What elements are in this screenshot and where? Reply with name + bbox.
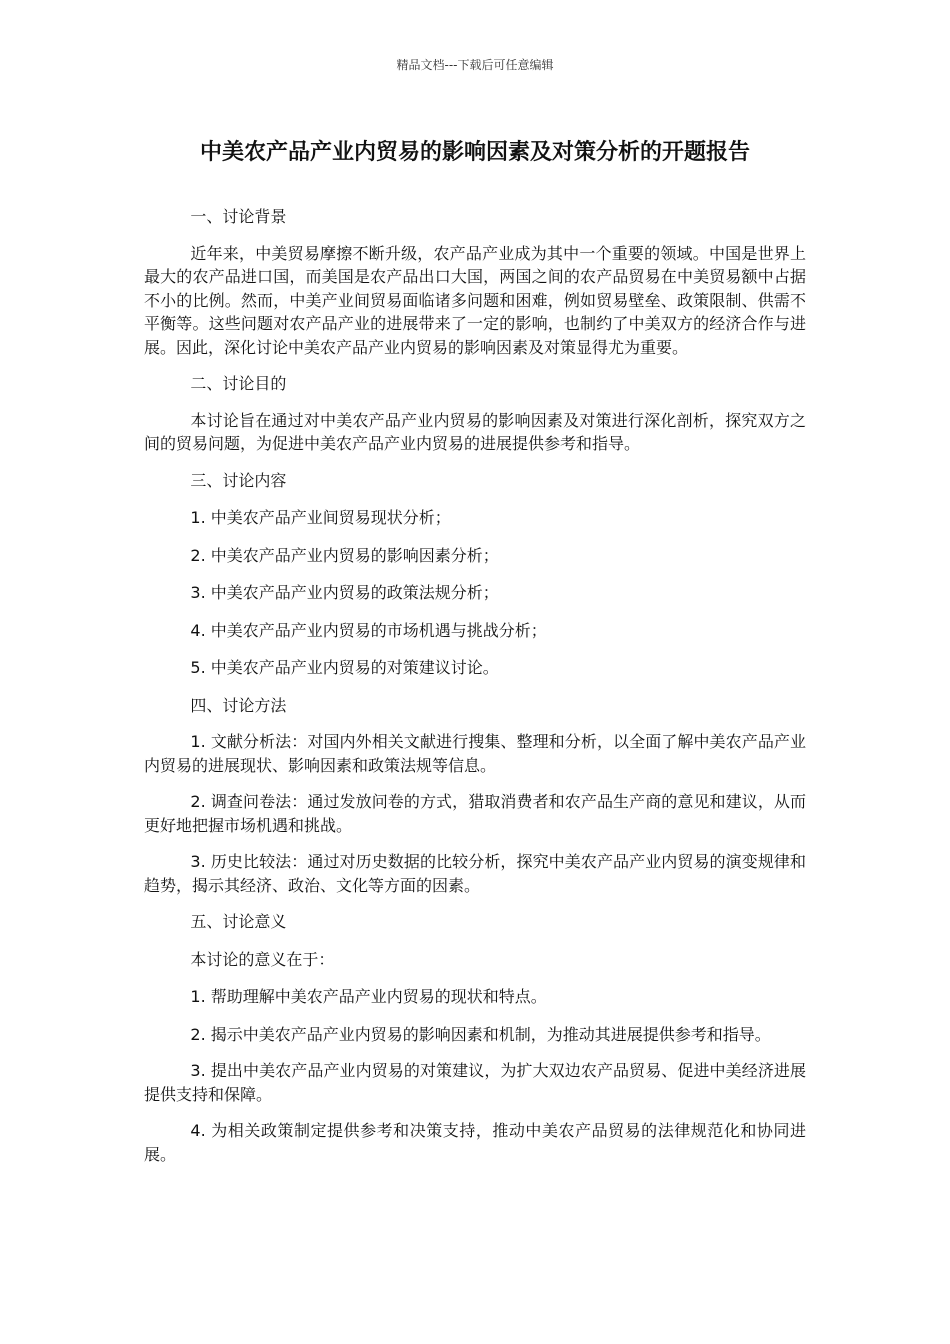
- list-item: 2. 揭示中美农产品产业内贸易的影响因素和机制，为推动其进展提供参考和指导。: [190, 1024, 771, 1044]
- document-title: 中美农产品产业内贸易的影响因素及对策分析的开题报告: [199, 140, 750, 165]
- list-item: 1. 中美农产品产业间贸易现状分析；: [190, 508, 451, 527]
- list-item: 5. 中美农产品产业内贸易的对策建议讨论。: [190, 658, 499, 677]
- section-heading-content: 三、讨论内容: [190, 470, 287, 490]
- list-item: 4. 为相关政策制定提供参考和决策支持，推动中美农产品贸易的法律规范化和协同进展。: [144, 1121, 806, 1164]
- list-item: 1. 帮助理解中美农产品产业内贸易的现状和特点。: [190, 987, 547, 1006]
- document-body: [144, 205, 806, 1166]
- section-heading-purpose: 二、讨论目的: [190, 374, 287, 393]
- section-heading-background: 一、讨论背景: [190, 207, 287, 226]
- list-item: 2. 调查问卷法：通过发放问卷的方式，猎取消费者和农产品生产商的意见和建议，从而更好地把握市场机遇和挑战。: [144, 792, 806, 835]
- list-item: 1. 文献分析法：对国内外相关文献进行搜集、整理和分析，以全面了解中美农产品产业内贸易的进展现状、影响因素和政策法规等信息。: [144, 732, 806, 775]
- list-item: 3. 历史比较法：通过对历史数据的比较分析，探究中美农产品产业内贸易的演变规律和趋势，揭示其经济、政治、文化等方面的因素。: [144, 852, 806, 895]
- section-intro-significance: 本讨论的意义在于：: [190, 949, 335, 969]
- list-item: 3. 中美农产品产业内贸易的政策法规分析；: [190, 583, 499, 602]
- section-text-background: 近年来，中美贸易摩擦不断升级，农产品产业成为其中一个重要的领域。中国是世界上最大的农产品进口国，而美国是农产品出口大国，两国之间的农产品贸易在中美贸易额中占据不小的比例。然而，中美产业间贸易面临诸多问题和困难，例如贸易壁垒、政策限制、供需不平衡等。这些问题对农产品产业的进展带来了一定的影响，也制约了中美双方的经济合作与进展。因此，深化讨论中美农产品产业内贸易的影响因素及对策显得尤为重要。: [144, 243, 806, 357]
- header-note: 精品文档---下载后可任意编辑: [396, 58, 554, 72]
- list-item: 2. 中美农产品产业内贸易的影响因素分析；: [190, 545, 499, 565]
- section-heading-methods: 四、讨论方法: [190, 695, 287, 715]
- section-heading-significance: 五、讨论意义: [190, 912, 287, 931]
- list-item: 3. 提出中美农产品产业内贸易的对策建议，为扩大双边农产品贸易、促进中美经济进展提供支持和保障。: [144, 1061, 806, 1104]
- section-text-purpose: 本讨论旨在通过对中美农产品产业内贸易的影响因素及对策进行深化剖析，探究双方之间的贸易问题，为促进中美农产品产业内贸易的进展提供参考和指导。: [144, 410, 806, 453]
- list-item: 4. 中美农产品产业内贸易的市场机遇与挑战分析；: [190, 620, 547, 640]
